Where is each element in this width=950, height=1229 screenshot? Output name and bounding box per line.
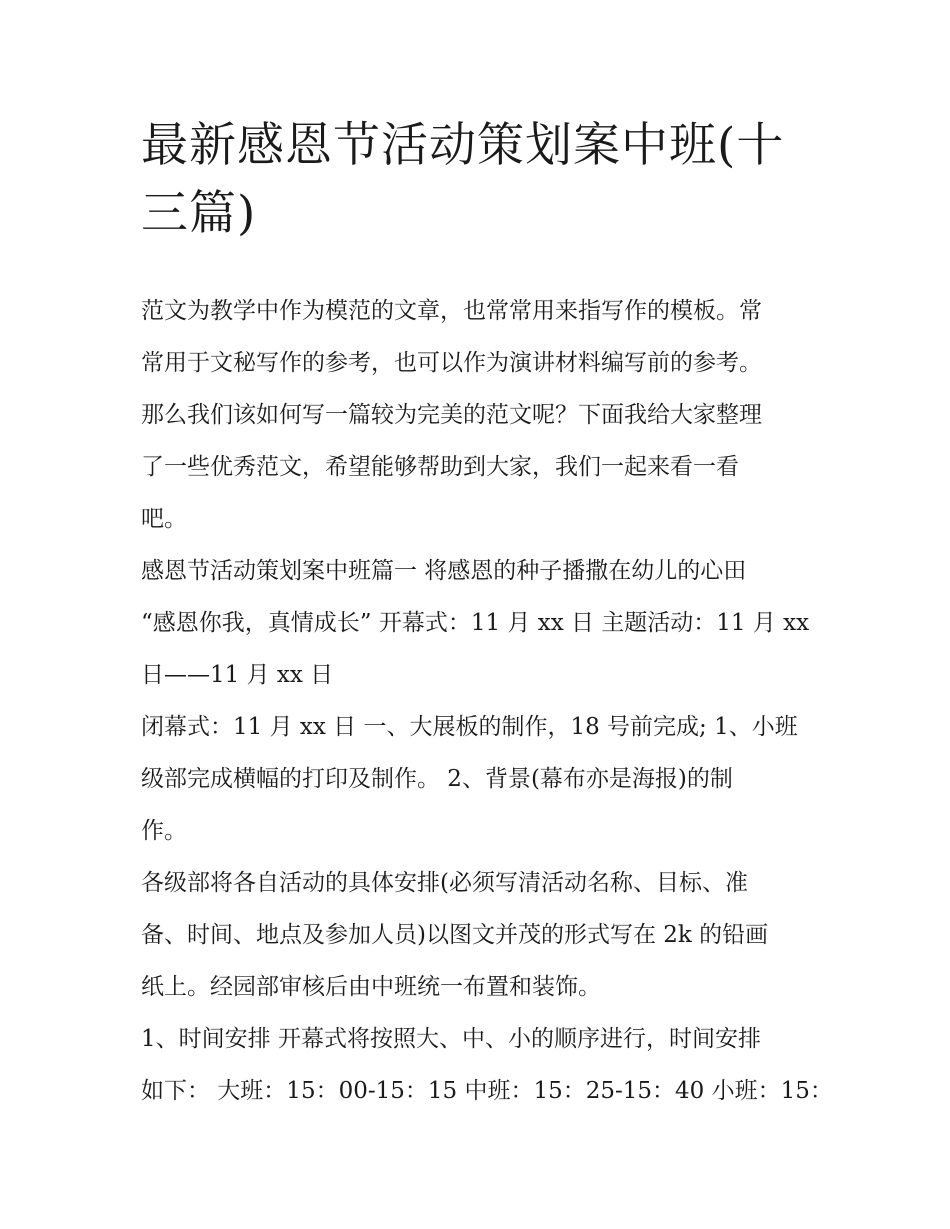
title-line: 三篇)	[141, 186, 257, 241]
body-line: 了一些优秀范文，希望能够帮助到大家，我们一起来看一看	[141, 454, 739, 480]
body-line: “感恩你我，真情成长” 开幕式：11 月 xx 日 主题活动：11 月 xx	[141, 610, 810, 636]
body-line: 感恩节活动策划案中班篇一 将感恩的种子播撒在幼儿的心田	[141, 558, 747, 584]
document-body	[141, 285, 833, 1117]
body-line: 范文为教学中作为模范的文章，也常常用来指写作的模板。常	[141, 298, 762, 324]
body-line: 如下： 大班：15：00-15：15 中班：15：25-15：40 小班：15：	[141, 1078, 833, 1104]
body-line: 纸上。经园部审核后由中班统一布置和装饰。	[141, 974, 601, 1000]
document-title	[141, 112, 821, 248]
body-line: 那么我们该如何写一篇较为完美的范文呢？下面我给大家整理	[141, 402, 762, 428]
body-line: 常用于文秘写作的参考，也可以作为演讲材料编写前的参考。	[141, 350, 762, 376]
body-line: 日——11 月 xx 日	[141, 662, 334, 688]
document-content	[141, 112, 833, 1117]
body-line: 级部完成横幅的打印及制作。 2、背景(幕布亦是海报)的制	[141, 766, 733, 792]
body-line: 各级部将各自活动的具体安排(必须写清活动名称、目标、准	[141, 870, 748, 896]
body-line: 闭幕式：11 月 xx 日 一、大展板的制作，18 号前完成; 1、小班	[141, 714, 798, 740]
title-line: 最新感恩节活动策划案中班(十	[141, 118, 785, 173]
body-line: 备、时间、地点及参加人员)以图文并茂的形式写在 2k 的铅画	[141, 922, 769, 948]
body-line: 1、时间安排 开幕式将按照大、中、小的顺序进行，时间安排	[141, 1026, 761, 1052]
body-line: 作。	[141, 818, 187, 844]
body-line: 吧。	[141, 506, 187, 532]
